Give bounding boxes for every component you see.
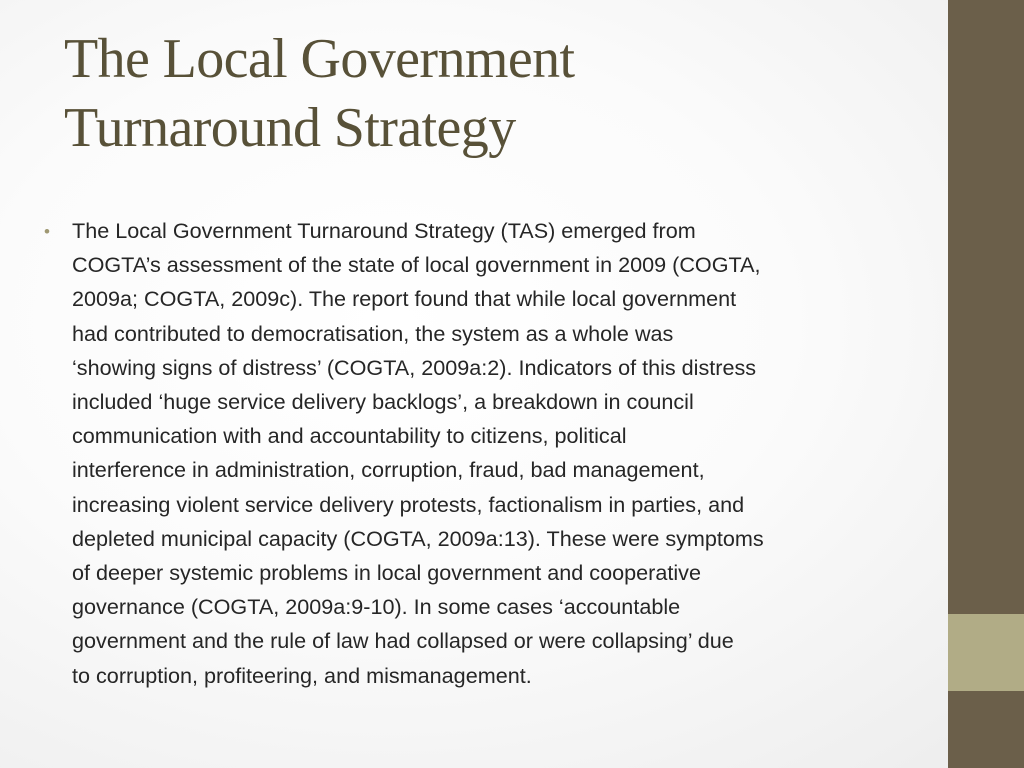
bullet-line: government and the rule of law had collapsed or were collapsing’ due: [72, 628, 734, 654]
bullet-item: [44, 214, 924, 693]
bullet-line: of deeper systemic problems in local government and cooperative: [72, 560, 701, 586]
bullet-line: communication with and accountability to citizens, political: [72, 423, 627, 449]
bullet-line: increasing violent service delivery protests, factionalism in parties, and: [72, 491, 745, 517]
bullet-line: The Local Government Turnaround Strategy (TAS) emerged from: [72, 218, 696, 243]
bullet-line: included ‘huge service delivery backlogs’, a breakdown in council: [72, 389, 694, 415]
bullet-line: interference in administration, corruption, fraud, bad management,: [72, 457, 705, 483]
slide-title: [64, 25, 924, 163]
bullet-line: had contributed to democratisation, the system as a whole was: [72, 320, 674, 346]
bullet-line: to corruption, profiteering, and mismanagement.: [72, 662, 532, 688]
bullet-line: COGTA’s assessment of the state of local government in 2009 (COGTA,: [72, 252, 761, 278]
bullet-list: [44, 214, 924, 693]
bullet-marker: •: [44, 222, 50, 241]
bullet-line: depleted municipal capacity (COGTA, 2009a:13). These were symptoms: [72, 525, 764, 551]
side-decoration-band: [948, 0, 1024, 768]
bullet-line: ‘showing signs of distress’ (COGTA, 2009a:2). Indicators of this distress: [72, 354, 757, 380]
bullet-line: governance (COGTA, 2009a:9-10). In some cases ‘accountable: [72, 594, 681, 620]
title-line-2: Turnaround Strategy: [64, 97, 516, 159]
title-line-1: The Local Government: [64, 28, 575, 90]
side-band-accent-block: [948, 614, 1024, 691]
bullet-line: 2009a; COGTA, 2009c). The report found that while local government: [72, 286, 737, 312]
bullet-text: [72, 214, 924, 693]
